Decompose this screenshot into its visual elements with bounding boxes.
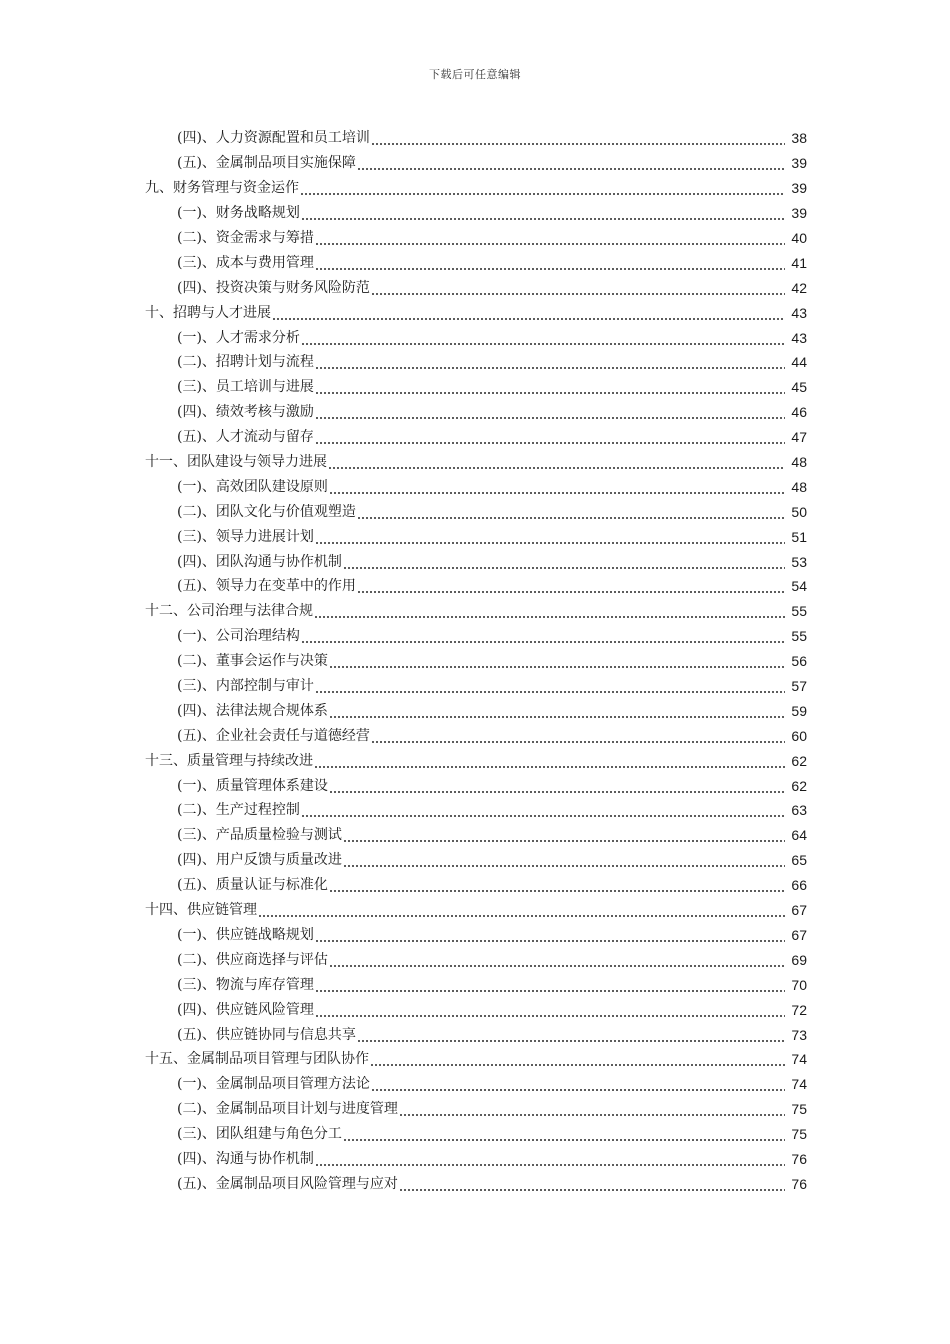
toc-entry-title: (二)、董事会运作与决策 <box>177 653 328 670</box>
toc-chapter-entry[interactable] <box>145 450 807 475</box>
toc-chapter-entry[interactable] <box>145 300 807 325</box>
toc-page-number: 41 <box>791 254 807 271</box>
toc-dot-leader <box>315 355 785 369</box>
toc-entry-title: (二)、生产过程控制 <box>177 802 300 819</box>
toc-entry-title: (五)、金属制品项目风险管理与应对 <box>177 1175 398 1192</box>
toc-dot-leader <box>343 828 785 842</box>
toc-page-number: 54 <box>791 578 807 595</box>
toc-section-entry[interactable] <box>145 1097 807 1122</box>
toc-page-number: 65 <box>791 852 807 869</box>
toc-entry-title: (一)、高效团队建设原则 <box>177 478 328 495</box>
toc-page-number: 74 <box>791 1051 807 1068</box>
toc-page-number: 53 <box>791 553 807 570</box>
toc-page-number: 59 <box>791 702 807 719</box>
toc-page-number: 40 <box>791 230 807 246</box>
toc-section-entry[interactable] <box>145 151 807 176</box>
toc-entry-title: (二)、团队文化与价值观塑造 <box>177 503 356 520</box>
toc-dot-leader <box>301 331 785 345</box>
toc-entry-title: (四)、投资决策与财务风险防范 <box>177 279 370 296</box>
toc-page-number: 63 <box>791 802 807 819</box>
toc-dot-leader <box>315 679 785 693</box>
toc-section-entry[interactable] <box>145 400 807 425</box>
toc-page-number: 75 <box>791 1101 807 1118</box>
toc-section-entry[interactable] <box>145 1122 807 1147</box>
toc-entry-title: (四)、用户反馈与质量改进 <box>177 852 342 869</box>
toc-section-entry[interactable] <box>145 649 807 674</box>
toc-page-number: 43 <box>791 304 807 321</box>
toc-entry-title: 十一、团队建设与领导力进展 <box>145 454 327 471</box>
toc-page-number: 69 <box>791 951 807 968</box>
toc-entry-title: (三)、成本与费用管理 <box>177 254 314 271</box>
toc-section-entry[interactable] <box>145 325 807 350</box>
toc-page-number: 55 <box>791 628 807 645</box>
toc-dot-leader <box>371 131 785 145</box>
toc-dot-leader <box>357 505 785 519</box>
toc-section-entry[interactable] <box>145 226 807 251</box>
toc-dot-leader <box>329 480 785 494</box>
toc-entry-title: (四)、法律法规合规体系 <box>177 702 328 719</box>
toc-dot-leader <box>399 1177 785 1191</box>
toc-dot-leader <box>329 953 785 967</box>
toc-entry-title: 十五、金属制品项目管理与团队协作 <box>145 1051 369 1068</box>
toc-chapter-entry[interactable] <box>145 599 807 624</box>
toc-page-number: 62 <box>791 777 807 794</box>
toc-page-number: 55 <box>791 603 807 620</box>
toc-section-entry[interactable] <box>145 474 807 499</box>
toc-page-number: 42 <box>791 279 807 296</box>
toc-dot-leader <box>315 430 785 444</box>
toc-dot-leader <box>329 654 785 668</box>
toc-dot-leader <box>301 629 785 643</box>
toc-section-entry[interactable] <box>145 425 807 450</box>
toc-entry-title: (一)、财务战略规划 <box>177 205 300 222</box>
toc-dot-leader <box>300 181 785 195</box>
toc-page-number: 47 <box>791 429 807 446</box>
toc-page-number: 48 <box>791 478 807 495</box>
toc-entry-title: (五)、供应链协同与信息共享 <box>177 1026 356 1043</box>
toc-section-entry[interactable] <box>145 201 807 226</box>
toc-entry-title: 九、财务管理与资金运作 <box>145 180 299 197</box>
toc-section-entry[interactable] <box>145 1022 807 1047</box>
toc-page-number: 50 <box>791 503 807 520</box>
toc-page-number: 62 <box>791 752 807 769</box>
toc-section-entry[interactable] <box>145 549 807 574</box>
page-header: 下载后可任意编辑 <box>429 68 521 81</box>
toc-dot-leader <box>314 604 785 618</box>
toc-entry-title: (二)、供应商选择与评估 <box>177 951 328 968</box>
toc-dot-leader <box>315 1003 785 1017</box>
toc-page-number: 39 <box>791 205 807 222</box>
toc-entry-title: (四)、沟通与协作机制 <box>177 1150 314 1167</box>
toc-dot-leader <box>371 1077 785 1091</box>
toc-dot-leader <box>329 779 785 793</box>
toc-page-number: 70 <box>791 976 807 993</box>
toc-dot-leader <box>258 903 785 917</box>
toc-chapter-entry[interactable] <box>145 176 807 201</box>
toc-section-entry[interactable] <box>145 997 807 1022</box>
toc-page-number: 46 <box>791 404 807 421</box>
toc-section-entry[interactable] <box>145 923 807 948</box>
toc-section-entry[interactable] <box>145 1147 807 1172</box>
toc-dot-leader <box>329 878 785 892</box>
toc-entry-title: (一)、供应链战略规划 <box>177 926 314 943</box>
toc-dot-leader <box>328 455 785 469</box>
toc-entry-title: (五)、质量认证与标准化 <box>177 877 328 894</box>
toc-section-entry[interactable] <box>145 798 807 823</box>
toc-dot-leader <box>371 281 785 295</box>
toc-dot-leader <box>301 206 785 220</box>
toc-entry-title: (一)、公司治理结构 <box>177 628 300 645</box>
toc-section-entry[interactable] <box>145 698 807 723</box>
toc-entry-title: 十四、供应链管理 <box>145 902 257 919</box>
toc-section-entry[interactable] <box>145 972 807 997</box>
toc-section-entry[interactable] <box>145 275 807 300</box>
toc-section-entry[interactable] <box>145 350 807 375</box>
toc-page-number: 64 <box>791 827 807 844</box>
toc-section-entry[interactable] <box>145 773 807 798</box>
toc-entry-title: (三)、产品质量检验与测试 <box>177 827 342 844</box>
toc-entry-title: (五)、人才流动与留存 <box>177 429 314 446</box>
toc-dot-leader <box>343 1127 785 1141</box>
toc-entry-title: (四)、绩效考核与激励 <box>177 404 314 421</box>
toc-dot-leader <box>315 231 785 245</box>
toc-dot-leader <box>370 1052 785 1066</box>
toc-section-entry[interactable] <box>145 873 807 898</box>
toc-section-entry[interactable] <box>145 1072 807 1097</box>
toc-page-number: 45 <box>791 379 807 396</box>
toc-page-number: 67 <box>791 902 807 919</box>
table-of-contents <box>145 126 807 1196</box>
toc-section-entry[interactable] <box>145 947 807 972</box>
toc-entry-title: (一)、金属制品项目管理方法论 <box>177 1076 370 1093</box>
toc-page-number: 48 <box>791 454 807 471</box>
toc-entry-title: (三)、员工培训与进展 <box>177 379 314 396</box>
toc-page-number: 66 <box>791 877 807 894</box>
toc-dot-leader <box>343 555 785 569</box>
toc-section-entry[interactable] <box>145 126 807 151</box>
toc-dot-leader <box>315 928 785 942</box>
toc-page-number: 72 <box>791 1001 807 1018</box>
toc-page-number: 75 <box>791 1126 807 1143</box>
toc-dot-leader <box>357 156 785 170</box>
toc-page-number: 44 <box>791 354 807 371</box>
toc-section-entry[interactable] <box>145 250 807 275</box>
toc-chapter-entry[interactable] <box>145 1047 807 1072</box>
toc-page-number: 76 <box>791 1150 807 1167</box>
toc-dot-leader <box>357 1028 785 1042</box>
toc-chapter-entry[interactable] <box>145 748 807 773</box>
toc-section-entry[interactable] <box>145 574 807 599</box>
toc-dot-leader <box>329 704 785 718</box>
toc-page-number: 76 <box>791 1175 807 1192</box>
toc-section-entry[interactable] <box>145 823 807 848</box>
toc-entry-title: (二)、资金需求与筹措 <box>177 230 314 246</box>
toc-entry-title: (四)、人力资源配置和员工培训 <box>177 130 370 147</box>
toc-dot-leader <box>357 579 785 593</box>
toc-entry-title: 十、招聘与人才进展 <box>145 304 271 321</box>
toc-page-number: 51 <box>791 528 807 545</box>
toc-dot-leader <box>315 530 785 544</box>
toc-page-number: 43 <box>791 329 807 346</box>
toc-entry-title: (四)、团队沟通与协作机制 <box>177 553 342 570</box>
toc-dot-leader <box>315 405 785 419</box>
toc-entry-title: (三)、领导力进展计划 <box>177 528 314 545</box>
toc-entry-title: (三)、内部控制与审计 <box>177 678 314 695</box>
toc-section-entry[interactable] <box>145 624 807 649</box>
toc-chapter-entry[interactable] <box>145 898 807 923</box>
toc-entry-title: 十三、质量管理与持续改进 <box>145 752 313 769</box>
toc-entry-title: (三)、团队组建与角色分工 <box>177 1126 342 1143</box>
toc-dot-leader <box>301 803 785 817</box>
toc-dot-leader <box>315 380 785 394</box>
toc-page-number: 38 <box>791 130 807 147</box>
toc-dot-leader <box>315 978 785 992</box>
toc-page-number: 60 <box>791 727 807 744</box>
toc-page-number: 39 <box>791 155 807 172</box>
toc-section-entry[interactable] <box>145 375 807 400</box>
toc-entry-title: (五)、企业社会责任与道德经营 <box>177 727 370 744</box>
toc-page-number: 57 <box>791 678 807 695</box>
toc-dot-leader <box>314 754 785 768</box>
toc-dot-leader <box>343 853 785 867</box>
toc-page-number: 39 <box>791 180 807 197</box>
toc-entry-title: (二)、金属制品项目计划与进度管理 <box>177 1101 398 1118</box>
toc-section-entry[interactable] <box>145 524 807 549</box>
toc-entry-title: (一)、质量管理体系建设 <box>177 777 328 794</box>
toc-section-entry[interactable] <box>145 848 807 873</box>
toc-entry-title: (五)、领导力在变革中的作用 <box>177 578 356 595</box>
toc-section-entry[interactable] <box>145 674 807 699</box>
toc-page-number: 56 <box>791 653 807 670</box>
toc-dot-leader <box>315 1152 785 1166</box>
toc-page-number: 74 <box>791 1076 807 1093</box>
toc-dot-leader <box>371 729 785 743</box>
toc-section-entry[interactable] <box>145 499 807 524</box>
toc-dot-leader <box>272 306 785 320</box>
toc-section-entry[interactable] <box>145 723 807 748</box>
toc-entry-title: (四)、供应链风险管理 <box>177 1001 314 1018</box>
toc-dot-leader <box>399 1102 785 1116</box>
toc-entry-title: (三)、物流与库存管理 <box>177 976 314 993</box>
toc-dot-leader <box>315 256 785 270</box>
toc-page-number: 67 <box>791 926 807 943</box>
toc-page-number: 73 <box>791 1026 807 1043</box>
toc-entry-title: 十二、公司治理与法律合规 <box>145 603 313 620</box>
toc-section-entry[interactable] <box>145 1171 807 1196</box>
toc-entry-title: (二)、招聘计划与流程 <box>177 354 314 371</box>
toc-entry-title: (五)、金属制品项目实施保障 <box>177 155 356 172</box>
toc-entry-title: (一)、人才需求分析 <box>177 329 300 346</box>
